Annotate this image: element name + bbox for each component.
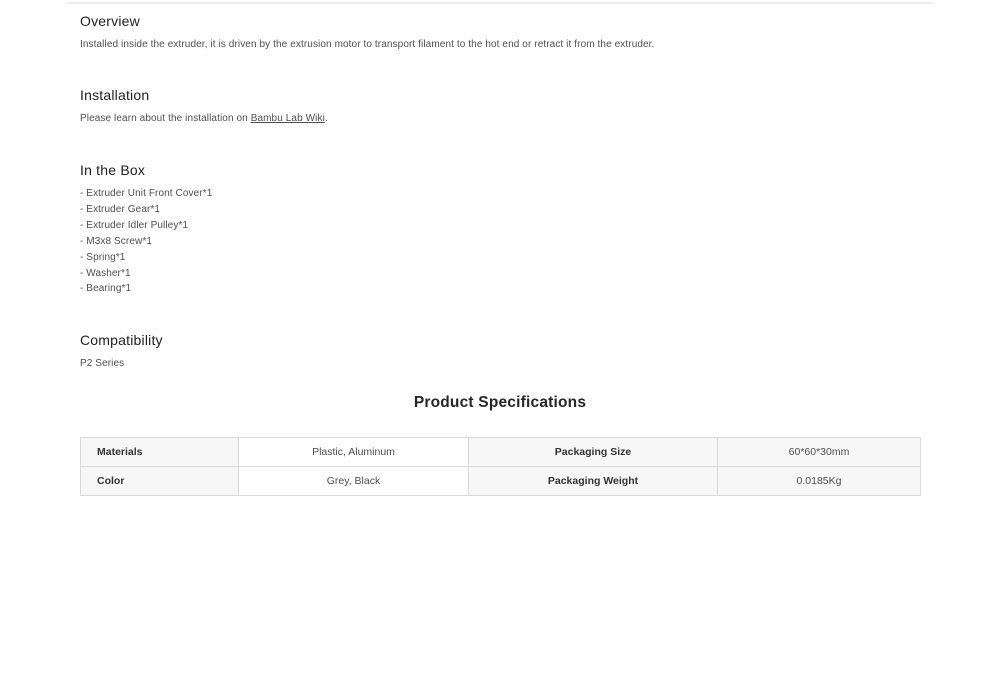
- spec-label-packaging-weight: Packaging Weight: [469, 467, 718, 496]
- box-list-item: - Bearing*1: [80, 283, 132, 295]
- installation-text-suffix: .: [324, 113, 328, 124]
- box-list-item: - Washer*1: [80, 267, 131, 279]
- spec-value-color: Grey, Black: [239, 467, 469, 496]
- compatibility-heading: Compatibility: [80, 332, 163, 348]
- box-list-item: - Extruder Idler Pulley*1: [80, 219, 189, 231]
- installation-text: [80, 112, 328, 126]
- box-list-item: - Extruder Gear*1: [80, 203, 161, 215]
- product-specifications-heading: Product Specifications: [413, 394, 587, 411]
- spec-value-packaging-size: 60*60*30mm: [718, 438, 921, 467]
- box-list-item: - Extruder Unit Front Cover*1: [80, 188, 213, 199]
- top-divider-line: [67, 2, 933, 4]
- compatibility-text: P2 Series: [80, 358, 125, 369]
- product-specifications-table: [80, 437, 921, 496]
- box-list-item: - Spring*1: [80, 251, 126, 263]
- overview-heading: Overview: [80, 13, 140, 29]
- in-the-box-list: [80, 186, 212, 297]
- spec-value-packaging-weight: 0.0185Kg: [718, 467, 921, 496]
- spec-label-materials: Materials: [81, 438, 239, 467]
- table-row: [81, 467, 921, 496]
- installation-text-prefix: Please learn about the installation on: [80, 113, 251, 124]
- in-the-box-heading: In the Box: [80, 162, 146, 178]
- installation-heading: Installation: [80, 87, 150, 103]
- overview-text: Installed inside the extruder, it is driven by the extrusion motor to transport filament to the hot end or retract it from the extruder.: [80, 39, 655, 50]
- spec-value-materials: Plastic, Aluminum: [239, 438, 469, 467]
- spec-label-color: Color: [81, 467, 239, 496]
- spec-label-packaging-size: Packaging Size: [469, 438, 718, 467]
- table-row: [81, 438, 921, 467]
- box-list-item: - M3x8 Screw*1: [80, 235, 152, 247]
- bambu-lab-wiki-link[interactable]: Bambu Lab Wiki: [250, 113, 325, 124]
